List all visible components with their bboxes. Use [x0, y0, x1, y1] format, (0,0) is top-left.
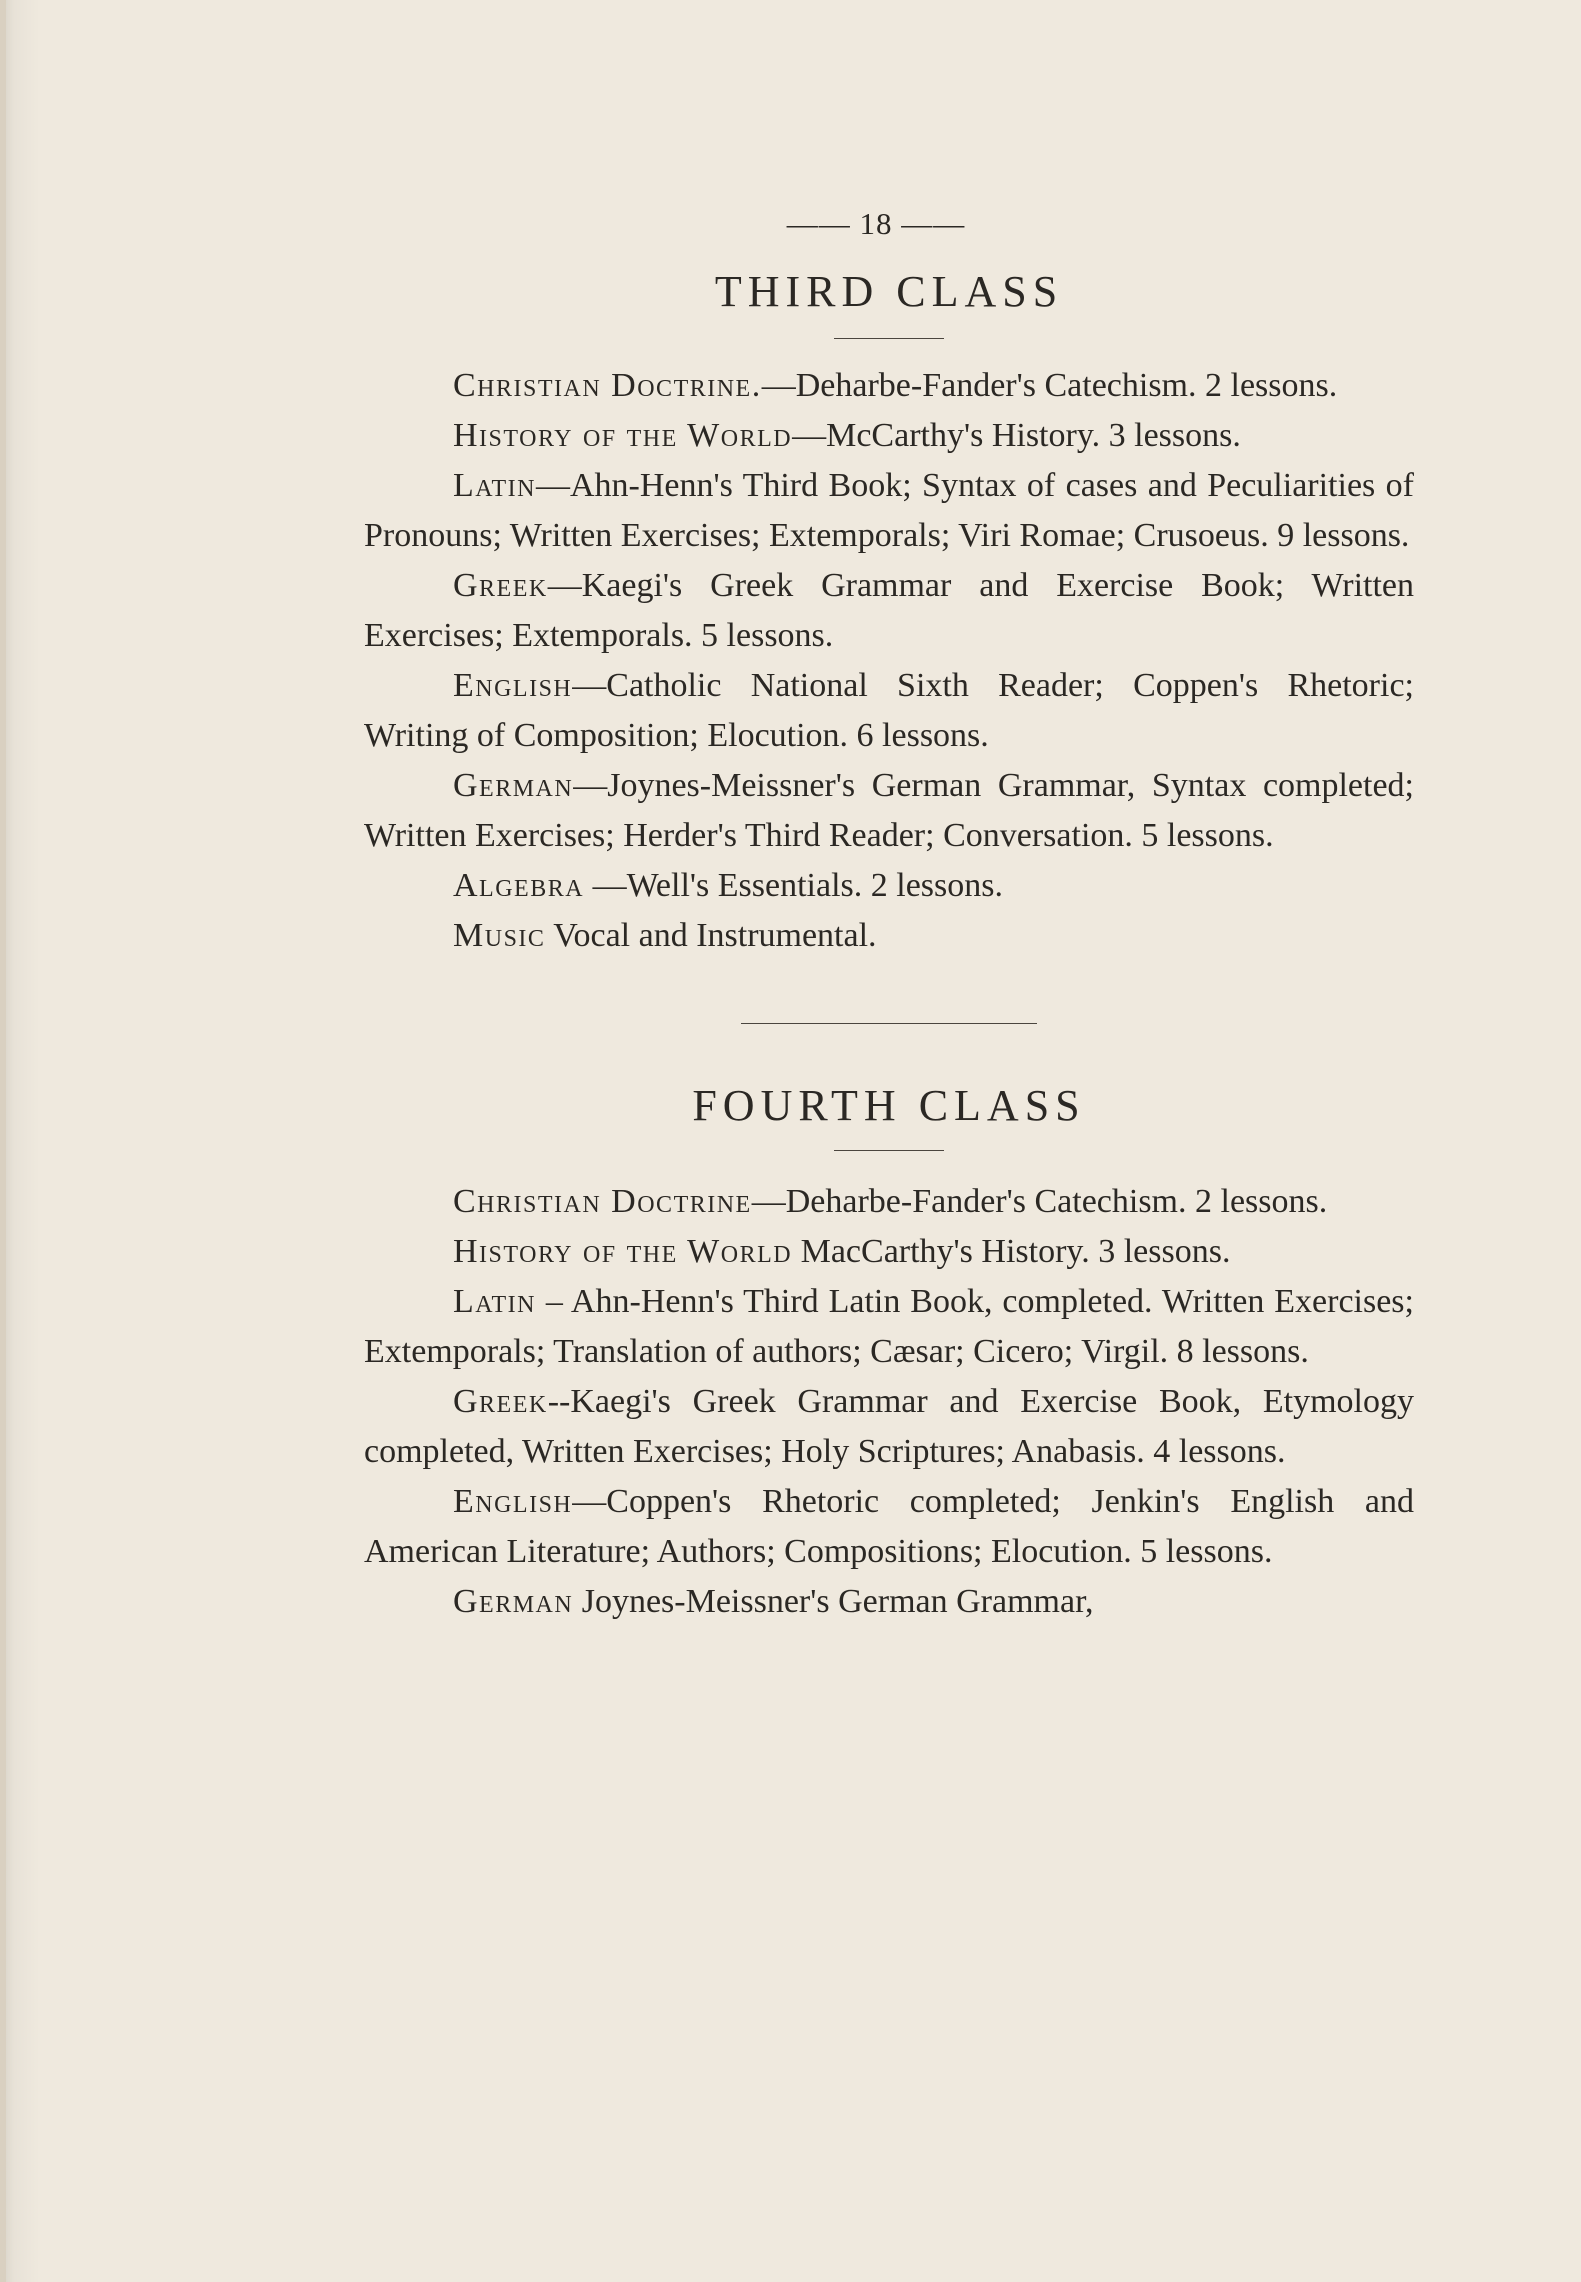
course-entry-english [364, 661, 1414, 761]
course-description: Vocal and Instrumental. [545, 917, 877, 954]
course-description: MacCarthy's History. 3 lessons. [792, 1233, 1231, 1270]
course-entry-history [364, 411, 1414, 461]
title-divider [834, 338, 944, 339]
course-description: —Kaegi's Greek Grammar and Exercise Book; Written Exercises; Extemporals. 5 lessons. [364, 567, 1414, 654]
course-entry-christian-doctrine [364, 361, 1414, 411]
course-description: —Ahn-Henn's Third Book; Syntax of cases and Peculiarities of Pronouns; Written Exercises; Extemporals; Viri Romae; Crusoeus. 9 lessons. [364, 467, 1414, 554]
course-description: —Joynes-Meissner's German Grammar, Syntax completed; Written Exercises; Herder's Third Reader; Conversation. 5 lessons. [364, 767, 1414, 854]
page-number: —— 18 —— [786, 206, 966, 241]
course-description: —Catholic National Sixth Reader; Coppen's Rhetoric; Writing of Composition; Elocution. 6 lessons. [364, 667, 1414, 754]
course-entry-english [364, 1477, 1414, 1577]
course-entry-latin [364, 1277, 1414, 1377]
course-subject: Christian Doctrine. [453, 367, 762, 404]
course-subject: Greek [453, 1383, 548, 1420]
course-subject: Latin [453, 1283, 536, 1320]
course-description: —Well's Essentials. 2 lessons. [584, 867, 1003, 904]
course-subject: History of the World [453, 417, 793, 454]
course-entry-greek [364, 561, 1414, 661]
page-spine-edge [0, 0, 6, 2282]
title-divider [834, 1150, 944, 1151]
course-entry-music [364, 911, 1414, 961]
section-divider [741, 1023, 1037, 1024]
course-subject: English [453, 667, 573, 704]
course-entry-history [364, 1227, 1414, 1277]
course-subject: History of the World [453, 1233, 793, 1270]
course-entry-latin [364, 461, 1414, 561]
course-description: —McCarthy's History. 3 lessons. [792, 417, 1241, 454]
course-description: —Deharbe-Fander's Catechism. 2 lessons. [751, 1183, 1328, 1220]
course-subject: German [453, 1583, 574, 1620]
page-content [364, 200, 1414, 1627]
section-title: THIRD CLASS [714, 267, 1064, 316]
course-entry-algebra [364, 861, 1414, 911]
section-fourth-class [364, 1081, 1414, 1627]
section-third-class [364, 267, 1414, 961]
course-subject: Latin [453, 467, 536, 504]
course-subject: German [453, 767, 574, 804]
course-subject: Greek [453, 567, 548, 604]
course-description: --Kaegi's Greek Grammar and Exercise Book, Etymology completed, Written Exercises; Holy Scriptures; Anabasis. 4 lessons. [364, 1383, 1414, 1470]
course-entry-greek [364, 1377, 1414, 1477]
course-subject: Music [453, 917, 546, 954]
course-description: —Deharbe-Fander's Catechism. 2 lessons. [761, 367, 1338, 404]
course-entry-german [364, 1577, 1414, 1627]
course-description: —Coppen's Rhetoric completed; Jenkin's English and American Literature; Authors; Compositions; Elocution. 5 lessons. [364, 1483, 1414, 1570]
course-entry-christian-doctrine [364, 1177, 1414, 1227]
section-title: FOURTH CLASS [692, 1081, 1086, 1130]
course-subject: English [453, 1483, 573, 1520]
course-description: – Ahn-Henn's Third Latin Book, completed. Written Exercises; Extemporals; Translation of authors; Cæsar; Cicero; Virgil. 8 lessons. [364, 1283, 1414, 1370]
course-entry-german [364, 761, 1414, 861]
course-subject: Christian Doctrine [453, 1183, 752, 1220]
course-description: Joynes-Meissner's German Grammar, [573, 1583, 1094, 1620]
course-subject: Algebra [453, 867, 585, 904]
